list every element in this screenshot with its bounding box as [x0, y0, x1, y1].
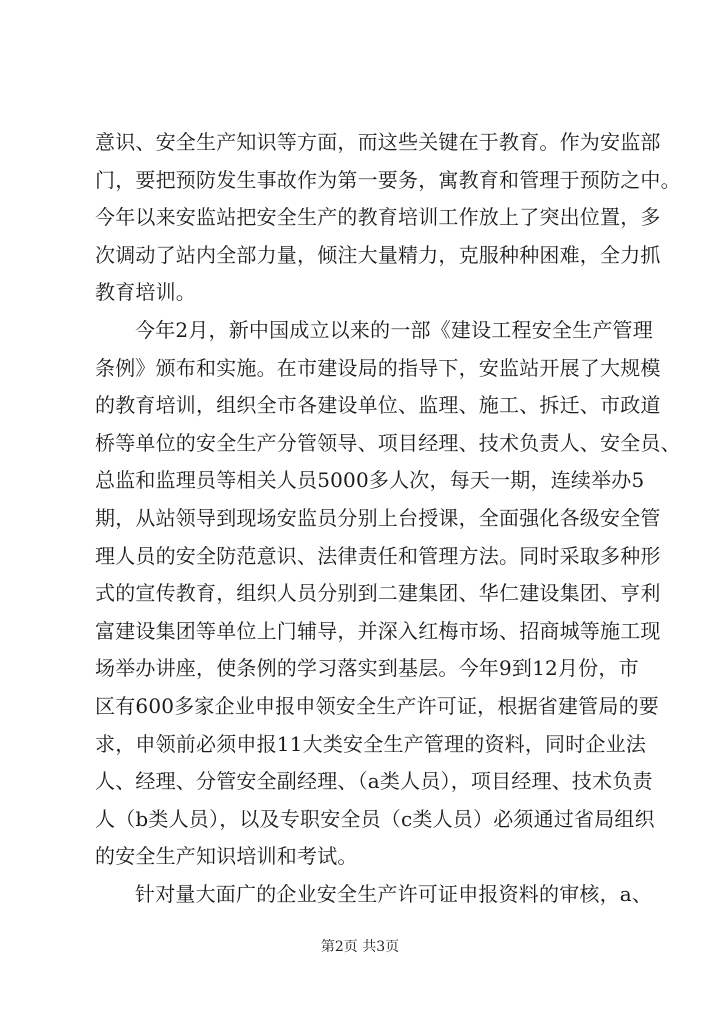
text-line: 意识、安全生产知识等方面，而这些关键在于教育。作为安监部 [95, 130, 661, 154]
text-line: 的安全生产知识培训和考试。 [95, 844, 358, 869]
text-line: 总监和监理员等相关人员5000多人次，每天一期，连续举办5 [95, 468, 645, 493]
text-line: 门，要把预防发生事故作为第一要务，寓教育和管理于预防之中。 [95, 167, 681, 192]
text-line: 今年以来安监站把安全生产的教育培训工作放上了突出位置，多 [95, 205, 661, 230]
text-line: 理人员的安全防范意识、法律责任和管理方法。同时采取多种形 [95, 543, 661, 568]
page-footer: 第2页 共3页 [320, 939, 400, 955]
text-line: 区有600多家企业申报申领安全生产许可证，根据省建管局的要 [95, 693, 659, 718]
text-line: 期，从站领导到现场安监员分别上台授课，全面强化各级安全管 [95, 505, 661, 530]
text-line: 人、经理、分管安全副经理、（a类人员），项目经理、技术负责 [95, 769, 653, 794]
text-line: 针对量大面广的企业安全生产许可证申报资料的审核，a、 [135, 881, 653, 906]
text-line: 式的宣传教育，组织人员分别到二建集团、华仁建设集团、亨利 [95, 581, 661, 606]
text-line: 条例》颁布和实施。在市建设局的指导下，安监站开展了大规模 [95, 355, 661, 380]
text-line: 人（b类人员），以及专职安全员（c类人员）必须通过省局组织 [95, 806, 655, 831]
document-body [95, 124, 681, 913]
text-line: 次调动了站内全部力量，倾注大量精力，克服种种困难，全力抓 [95, 242, 661, 267]
text-line: 富建设集团等单位上门辅导，并深入红梅市场、招商城等施工现 [95, 618, 661, 643]
text-line: 桥等单位的安全生产分管领导、项目经理、技术负责人、安全员、 [95, 430, 681, 455]
text-line: 教育培训。 [95, 280, 196, 305]
text-line: 求，申领前必须申报11大类安全生产管理的资料，同时企业法 [95, 731, 647, 756]
text-line: 场举办讲座，使条例的学习落实到基层。今年9到12月份，市 [95, 656, 639, 681]
text-line: 的教育培训，组织全市各建设单位、监理、施工、拆迁、市政道 [95, 393, 661, 418]
text-line: 今年2月，新中国成立以来的一部《建设工程安全生产管理 [135, 317, 653, 342]
